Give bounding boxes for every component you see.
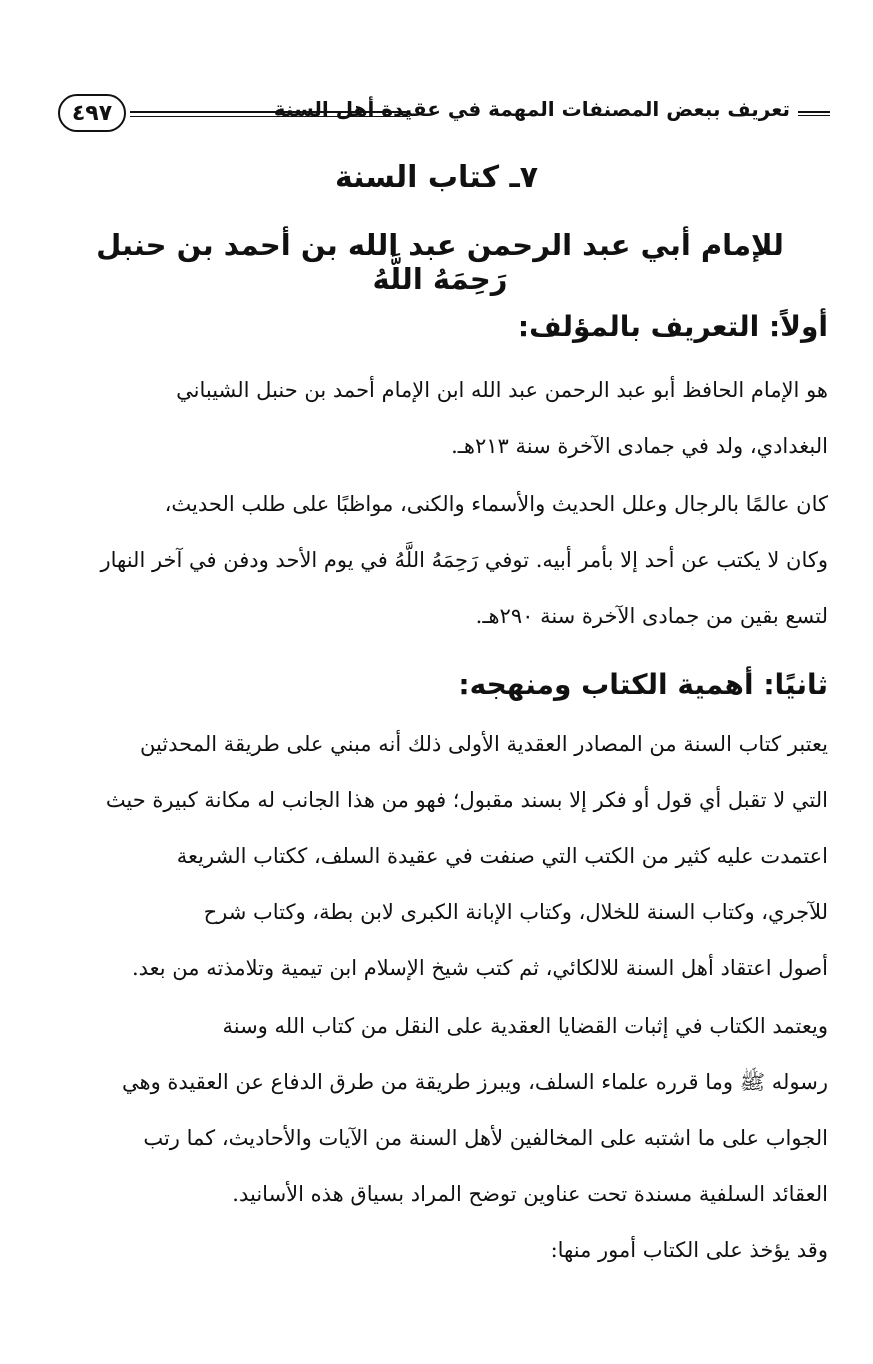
page-number: ٤٩٧	[71, 100, 113, 126]
paragraph	[46, 998, 828, 1222]
paragraph-line: وقد يؤخذ على الكتاب أمور منها:	[550, 1238, 828, 1262]
header-rule	[130, 111, 410, 113]
paragraph-line: لتسع بقين من جمادى الآخرة سنة ٢٩٠هـ.	[475, 604, 828, 628]
paragraph	[46, 1222, 828, 1278]
paragraph-line: هو الإمام الحافظ أبو عبد الرحمن عبد الله ابن الإمام أحمد بن حنبل الشيباني	[176, 378, 828, 402]
paragraph-line: البغدادي، ولد في جمادى الآخرة سنة ٢١٣هـ.	[451, 434, 828, 458]
section-title: ٧ـ كتاب السنة	[334, 160, 539, 195]
header-rule	[798, 111, 830, 113]
paragraph	[46, 716, 828, 996]
paragraph-line: أصول اعتقاد أهل السنة للالكائي، ثم كتب شيخ الإسلام ابن تيمية وتلامذته من بعد.	[131, 956, 828, 980]
author-line: للإمام أبي عبد الرحمن عبد الله بن أحمد بن حنبل رَحِمَهُ اللَّهُ	[96, 228, 784, 296]
running-header	[58, 94, 830, 136]
heading-book-importance: ثانيًا: أهمية الكتاب ومنهجه:	[458, 668, 828, 701]
paragraph-line: يعتبر كتاب السنة من المصادر العقدية الأولى ذلك أنه مبني على طريقة المحدثين	[139, 732, 828, 756]
heading-author-intro: أولاً: التعريف بالمؤلف:	[517, 310, 828, 343]
paragraph	[46, 362, 828, 474]
header-rule	[130, 116, 410, 117]
paragraph-line: الجواب على ما اشتبه على المخالفين لأهل السنة من الآيات والأحاديث، كما رتب	[143, 1126, 828, 1150]
paragraph-line: ويعتمد الكتاب في إثبات القضايا العقدية على النقل من كتاب الله وسنة	[222, 1014, 828, 1038]
paragraph-line: العقائد السلفية مسندة تحت عناوين توضح المراد بسياق هذه الأسانيد.	[232, 1182, 828, 1206]
paragraph	[46, 476, 828, 644]
paragraph-line: التي لا تقبل أي قول أو فكر إلا بسند مقبول؛ فهو من هذا الجانب له مكانة كبيرة حيث	[105, 788, 828, 812]
paragraph-line: اعتمدت عليه كثير من الكتب التي صنفت في عقيدة السلف، ككتاب الشريعة	[176, 844, 828, 868]
paragraph-line: للآجري، وكتاب السنة للخلال، وكتاب الإبانة الكبرى لابن بطة، وكتاب شرح	[203, 900, 828, 924]
paragraph-line: رسوله ﷺ وما قرره علماء السلف، ويبرز طريقة من طرق الدفاع عن العقيدة وهي	[122, 1070, 828, 1094]
paragraph-line: وكان لا يكتب عن أحد إلا بأمر أبيه. توفي رَحِمَهُ اللَّهُ في يوم الأحد ودفن في آخر النهار	[100, 548, 828, 572]
page-number-badge	[58, 94, 126, 132]
paragraph-line: كان عالمًا بالرجال وعلل الحديث والأسماء والكنى، مواظبًا على طلب الحديث،	[164, 492, 828, 516]
running-header-title: تعريف ببعض المصنفات المهمة في عقيدة أهل السنة	[273, 97, 790, 121]
header-rule	[798, 115, 830, 116]
